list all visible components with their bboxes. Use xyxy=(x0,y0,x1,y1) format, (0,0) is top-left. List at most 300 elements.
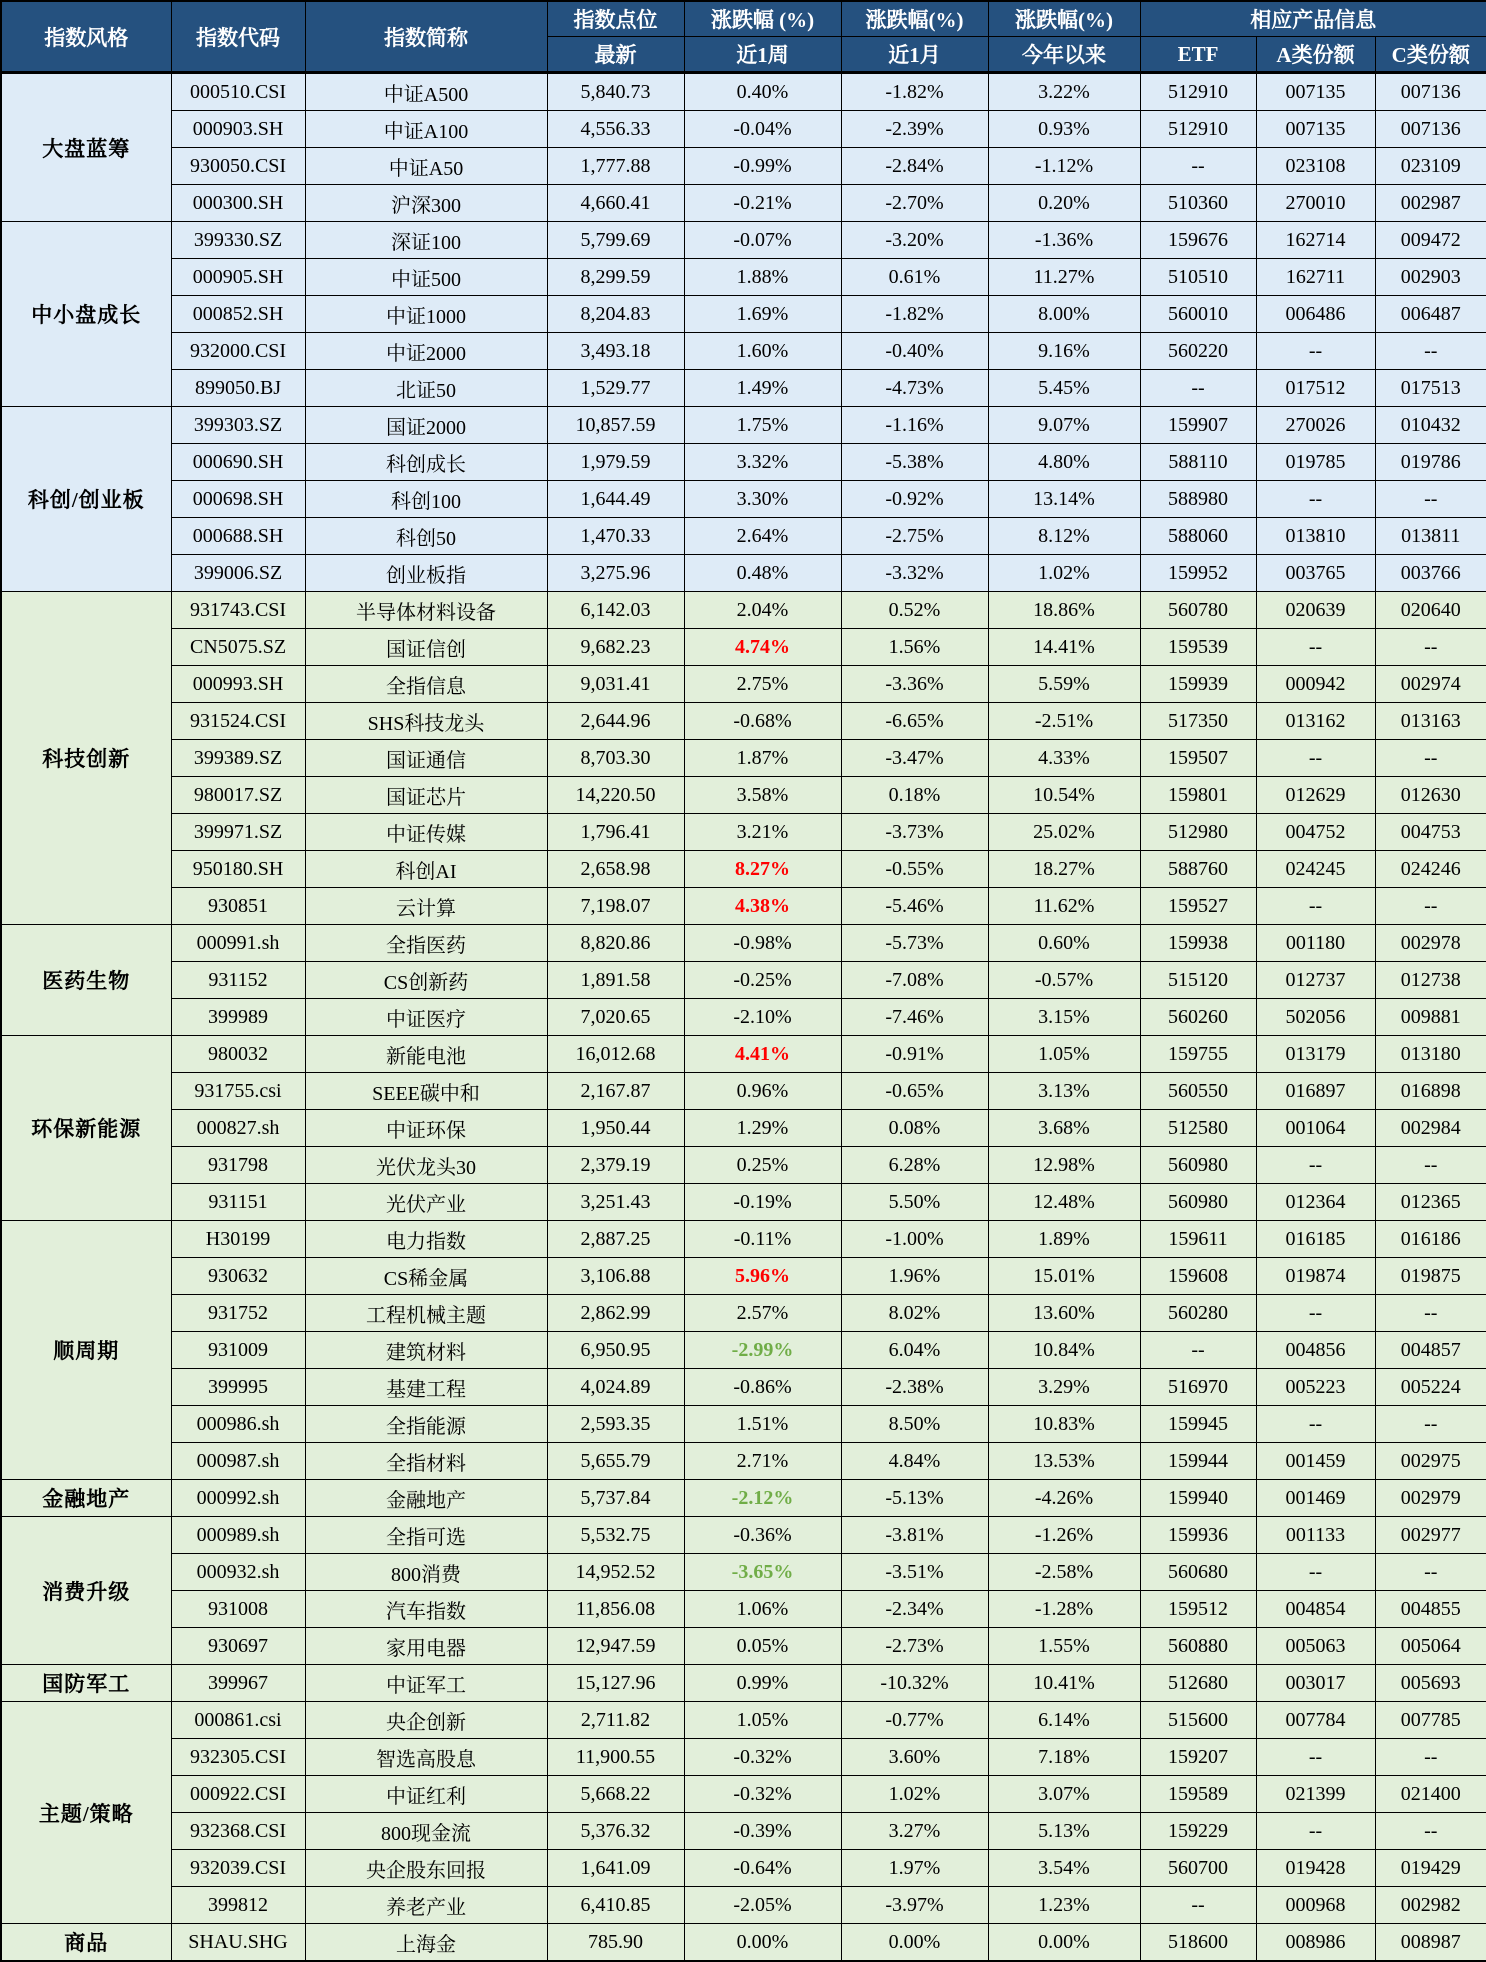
change-ytd-cell: 11.27% xyxy=(988,259,1140,296)
change-week-cell: -0.19% xyxy=(684,1184,841,1221)
change-month-cell: -2.34% xyxy=(841,1591,988,1628)
change-ytd-cell: 12.98% xyxy=(988,1147,1140,1184)
latest-value-cell: 5,655.79 xyxy=(547,1443,684,1480)
etf-code-cell: 560550 xyxy=(1140,1073,1256,1110)
change-month-cell: 8.50% xyxy=(841,1406,988,1443)
table-row xyxy=(1,1628,1486,1665)
table-row xyxy=(1,111,1486,148)
change-month-cell: -3.51% xyxy=(841,1554,988,1591)
index-code-cell: H30199 xyxy=(171,1221,305,1258)
class-a-code-cell: -- xyxy=(1256,888,1375,925)
change-week-cell: 1.29% xyxy=(684,1110,841,1147)
index-code-cell: 930851 xyxy=(171,888,305,925)
latest-value-cell: 3,251.43 xyxy=(547,1184,684,1221)
class-c-code-cell: 008987 xyxy=(1375,1924,1486,1962)
latest-value-cell: 3,493.18 xyxy=(547,333,684,370)
change-ytd-cell: 1.55% xyxy=(988,1628,1140,1665)
class-a-code-cell: 012364 xyxy=(1256,1184,1375,1221)
class-a-code-cell: 003017 xyxy=(1256,1665,1375,1702)
index-name-cell: 基建工程 xyxy=(305,1369,547,1406)
index-name-cell: SHS科技龙头 xyxy=(305,703,547,740)
index-name-cell: 工程机械主题 xyxy=(305,1295,547,1332)
class-c-code-cell: 004857 xyxy=(1375,1332,1486,1369)
table-row xyxy=(1,222,1486,259)
change-month-cell: 3.60% xyxy=(841,1739,988,1776)
change-week-cell: -0.32% xyxy=(684,1739,841,1776)
change-month-cell: 0.52% xyxy=(841,592,988,629)
table-row xyxy=(1,592,1486,629)
table-row xyxy=(1,740,1486,777)
change-month-cell: -6.65% xyxy=(841,703,988,740)
index-name-cell: 北证50 xyxy=(305,370,547,407)
index-code-cell: 000300.SH xyxy=(171,185,305,222)
change-week-cell: -0.39% xyxy=(684,1813,841,1850)
latest-value-cell: 14,220.50 xyxy=(547,777,684,814)
index-code-cell: 000987.sh xyxy=(171,1443,305,1480)
table-row xyxy=(1,1776,1486,1813)
class-a-code-cell: 019428 xyxy=(1256,1850,1375,1887)
table-row xyxy=(1,1332,1486,1369)
change-month-cell: -1.00% xyxy=(841,1221,988,1258)
class-c-code-cell: 009881 xyxy=(1375,999,1486,1036)
group-label: 环保新能源 xyxy=(1,1036,171,1221)
latest-value-cell: 11,856.08 xyxy=(547,1591,684,1628)
latest-value-cell: 2,593.35 xyxy=(547,1406,684,1443)
latest-value-cell: 7,020.65 xyxy=(547,999,684,1036)
latest-value-cell: 4,660.41 xyxy=(547,185,684,222)
index-name-cell: 上海金 xyxy=(305,1924,547,1962)
change-month-cell: -2.75% xyxy=(841,518,988,555)
change-week-cell: 4.74% xyxy=(684,629,841,666)
index-name-cell: 国证芯片 xyxy=(305,777,547,814)
etf-code-cell: 159939 xyxy=(1140,666,1256,703)
change-ytd-cell: 10.54% xyxy=(988,777,1140,814)
change-month-cell: 1.02% xyxy=(841,1776,988,1813)
latest-value-cell: 1,891.58 xyxy=(547,962,684,999)
change-month-cell: -2.84% xyxy=(841,148,988,185)
etf-code-cell: 517350 xyxy=(1140,703,1256,740)
index-code-cell: 932368.CSI xyxy=(171,1813,305,1850)
change-month-cell: -5.73% xyxy=(841,925,988,962)
change-ytd-cell: -2.58% xyxy=(988,1554,1140,1591)
change-week-cell: 1.49% xyxy=(684,370,841,407)
class-a-code-cell: 021399 xyxy=(1256,1776,1375,1813)
latest-value-cell: 4,556.33 xyxy=(547,111,684,148)
class-c-code-cell: 002977 xyxy=(1375,1517,1486,1554)
change-week-cell: 0.96% xyxy=(684,1073,841,1110)
class-c-code-cell: 013180 xyxy=(1375,1036,1486,1073)
group-label: 顺周期 xyxy=(1,1221,171,1480)
change-ytd-cell: -1.28% xyxy=(988,1591,1140,1628)
etf-code-cell: 159589 xyxy=(1140,1776,1256,1813)
class-a-code-cell: 001064 xyxy=(1256,1110,1375,1147)
change-month-cell: 1.56% xyxy=(841,629,988,666)
change-week-cell: 3.58% xyxy=(684,777,841,814)
etf-code-cell: 159945 xyxy=(1140,1406,1256,1443)
change-week-cell: 4.38% xyxy=(684,888,841,925)
index-name-cell: 光伏产业 xyxy=(305,1184,547,1221)
change-week-cell: 2.75% xyxy=(684,666,841,703)
latest-value-cell: 2,711.82 xyxy=(547,1702,684,1739)
index-code-cell: 980032 xyxy=(171,1036,305,1073)
latest-value-cell: 5,532.75 xyxy=(547,1517,684,1554)
latest-value-cell: 7,198.07 xyxy=(547,888,684,925)
change-ytd-cell: 13.14% xyxy=(988,481,1140,518)
change-week-cell: -2.10% xyxy=(684,999,841,1036)
latest-value-cell: 2,887.25 xyxy=(547,1221,684,1258)
class-c-code-cell: 019786 xyxy=(1375,444,1486,481)
class-c-code-cell: 002982 xyxy=(1375,1887,1486,1924)
class-c-code-cell: 002974 xyxy=(1375,666,1486,703)
etf-code-cell: 159907 xyxy=(1140,407,1256,444)
latest-value-cell: 2,167.87 xyxy=(547,1073,684,1110)
index-name-cell: 中证2000 xyxy=(305,333,547,370)
change-ytd-cell: 18.27% xyxy=(988,851,1140,888)
change-week-cell: 1.87% xyxy=(684,740,841,777)
header-month-sub: 近1月 xyxy=(841,37,988,73)
change-week-cell: 4.41% xyxy=(684,1036,841,1073)
change-week-cell: -2.99% xyxy=(684,1332,841,1369)
etf-code-cell: 560680 xyxy=(1140,1554,1256,1591)
index-name-cell: 金融地产 xyxy=(305,1480,547,1517)
change-week-cell: 0.99% xyxy=(684,1665,841,1702)
class-a-code-cell: -- xyxy=(1256,629,1375,666)
class-c-code-cell: 002975 xyxy=(1375,1443,1486,1480)
index-name-cell: 创业板指 xyxy=(305,555,547,592)
table-row xyxy=(1,296,1486,333)
latest-value-cell: 12,947.59 xyxy=(547,1628,684,1665)
change-month-cell: 0.18% xyxy=(841,777,988,814)
table-row xyxy=(1,1258,1486,1295)
latest-value-cell: 8,703.30 xyxy=(547,740,684,777)
class-c-code-cell: -- xyxy=(1375,1813,1486,1850)
change-week-cell: 0.48% xyxy=(684,555,841,592)
change-ytd-cell: 8.00% xyxy=(988,296,1140,333)
latest-value-cell: 6,142.03 xyxy=(547,592,684,629)
latest-value-cell: 8,204.83 xyxy=(547,296,684,333)
etf-code-cell: 159940 xyxy=(1140,1480,1256,1517)
table-row xyxy=(1,1813,1486,1850)
change-ytd-cell: -4.26% xyxy=(988,1480,1140,1517)
table-row xyxy=(1,1591,1486,1628)
table-row xyxy=(1,1369,1486,1406)
change-week-cell: 5.96% xyxy=(684,1258,841,1295)
change-ytd-cell: 5.59% xyxy=(988,666,1140,703)
change-month-cell: 4.84% xyxy=(841,1443,988,1480)
latest-value-cell: 15,127.96 xyxy=(547,1665,684,1702)
etf-code-cell: 560220 xyxy=(1140,333,1256,370)
table-row xyxy=(1,518,1486,555)
change-ytd-cell: 12.48% xyxy=(988,1184,1140,1221)
class-a-code-cell: 270026 xyxy=(1256,407,1375,444)
index-name-cell: CS稀金属 xyxy=(305,1258,547,1295)
class-c-code-cell: 023109 xyxy=(1375,148,1486,185)
index-code-cell: 399971.SZ xyxy=(171,814,305,851)
change-month-cell: -1.82% xyxy=(841,296,988,333)
latest-value-cell: 9,031.41 xyxy=(547,666,684,703)
class-c-code-cell: 002903 xyxy=(1375,259,1486,296)
table-row xyxy=(1,1924,1486,1962)
index-name-cell: 全指信息 xyxy=(305,666,547,703)
class-a-code-cell: 019785 xyxy=(1256,444,1375,481)
latest-value-cell: 11,900.55 xyxy=(547,1739,684,1776)
change-ytd-cell: 4.33% xyxy=(988,740,1140,777)
class-a-code-cell: 162714 xyxy=(1256,222,1375,259)
change-month-cell: 0.61% xyxy=(841,259,988,296)
index-code-cell: 000993.SH xyxy=(171,666,305,703)
header-class-c: C类份额 xyxy=(1375,37,1486,73)
group-label: 国防军工 xyxy=(1,1665,171,1702)
change-ytd-cell: 6.14% xyxy=(988,1702,1140,1739)
etf-code-cell: 512580 xyxy=(1140,1110,1256,1147)
etf-code-cell: 588060 xyxy=(1140,518,1256,555)
latest-value-cell: 5,376.32 xyxy=(547,1813,684,1850)
class-a-code-cell: 004854 xyxy=(1256,1591,1375,1628)
latest-value-cell: 1,979.59 xyxy=(547,444,684,481)
table-body xyxy=(1,73,1486,1962)
table-row xyxy=(1,999,1486,1036)
header-index-points: 指数点位 xyxy=(547,1,684,37)
change-month-cell: -1.16% xyxy=(841,407,988,444)
etf-code-cell: 159755 xyxy=(1140,1036,1256,1073)
group-label: 大盘蓝筹 xyxy=(1,73,171,222)
table-row xyxy=(1,1887,1486,1924)
latest-value-cell: 2,379.19 xyxy=(547,1147,684,1184)
etf-code-cell: 159527 xyxy=(1140,888,1256,925)
index-code-cell: 399330.SZ xyxy=(171,222,305,259)
change-ytd-cell: 9.07% xyxy=(988,407,1140,444)
class-c-code-cell: -- xyxy=(1375,1554,1486,1591)
etf-code-cell: 588760 xyxy=(1140,851,1256,888)
group-label: 主题/策略 xyxy=(1,1702,171,1924)
table-row xyxy=(1,629,1486,666)
table-row xyxy=(1,148,1486,185)
latest-value-cell: 1,529.77 xyxy=(547,370,684,407)
index-code-cell: 931798 xyxy=(171,1147,305,1184)
etf-code-cell: 159936 xyxy=(1140,1517,1256,1554)
change-week-cell: -2.05% xyxy=(684,1887,841,1924)
header-index-style: 指数风格 xyxy=(1,1,171,73)
class-c-code-cell: 012630 xyxy=(1375,777,1486,814)
etf-code-cell: 159539 xyxy=(1140,629,1256,666)
header-change-week: 涨跌幅 (%) xyxy=(684,1,841,37)
latest-value-cell: 16,012.68 xyxy=(547,1036,684,1073)
change-month-cell: -2.38% xyxy=(841,1369,988,1406)
table-row xyxy=(1,73,1486,111)
class-c-code-cell: -- xyxy=(1375,1147,1486,1184)
change-ytd-cell: 25.02% xyxy=(988,814,1140,851)
table-row xyxy=(1,1850,1486,1887)
class-c-code-cell: 004753 xyxy=(1375,814,1486,851)
index-code-cell: SHAU.SHG xyxy=(171,1924,305,1962)
index-code-cell: 980017.SZ xyxy=(171,777,305,814)
change-ytd-cell: -2.51% xyxy=(988,703,1140,740)
etf-code-cell: -- xyxy=(1140,1332,1256,1369)
table-row xyxy=(1,1073,1486,1110)
change-ytd-cell: -0.57% xyxy=(988,962,1140,999)
class-a-code-cell: 270010 xyxy=(1256,185,1375,222)
index-name-cell: 家用电器 xyxy=(305,1628,547,1665)
class-c-code-cell: 012738 xyxy=(1375,962,1486,999)
class-a-code-cell: -- xyxy=(1256,1739,1375,1776)
index-name-cell: 800消费 xyxy=(305,1554,547,1591)
class-c-code-cell: -- xyxy=(1375,481,1486,518)
index-code-cell: 932000.CSI xyxy=(171,333,305,370)
class-a-code-cell: 008986 xyxy=(1256,1924,1375,1962)
class-a-code-cell: 005063 xyxy=(1256,1628,1375,1665)
latest-value-cell: 8,299.59 xyxy=(547,259,684,296)
class-a-code-cell: -- xyxy=(1256,481,1375,518)
etf-code-cell: 159938 xyxy=(1140,925,1256,962)
etf-code-cell: -- xyxy=(1140,370,1256,407)
change-ytd-cell: 7.18% xyxy=(988,1739,1140,1776)
table-row xyxy=(1,1110,1486,1147)
change-week-cell: -3.65% xyxy=(684,1554,841,1591)
group-label: 中小盘成长 xyxy=(1,222,171,407)
change-ytd-cell: 1.89% xyxy=(988,1221,1140,1258)
change-ytd-cell: 8.12% xyxy=(988,518,1140,555)
latest-value-cell: 1,950.44 xyxy=(547,1110,684,1147)
index-code-cell: 000991.sh xyxy=(171,925,305,962)
class-c-code-cell: -- xyxy=(1375,629,1486,666)
class-a-code-cell: 001133 xyxy=(1256,1517,1375,1554)
header-index-code: 指数代码 xyxy=(171,1,305,73)
change-week-cell: 1.06% xyxy=(684,1591,841,1628)
change-week-cell: 1.75% xyxy=(684,407,841,444)
change-month-cell: -3.32% xyxy=(841,555,988,592)
class-a-code-cell: 005223 xyxy=(1256,1369,1375,1406)
class-c-code-cell: 007136 xyxy=(1375,111,1486,148)
etf-code-cell: 159207 xyxy=(1140,1739,1256,1776)
class-a-code-cell: 023108 xyxy=(1256,148,1375,185)
index-code-cell: 931152 xyxy=(171,962,305,999)
etf-code-cell: 512680 xyxy=(1140,1665,1256,1702)
index-name-cell: 中证A100 xyxy=(305,111,547,148)
class-c-code-cell: 005693 xyxy=(1375,1665,1486,1702)
index-name-cell: 央企创新 xyxy=(305,1702,547,1739)
change-week-cell: 0.25% xyxy=(684,1147,841,1184)
index-name-cell: 中证军工 xyxy=(305,1665,547,1702)
change-week-cell: 3.21% xyxy=(684,814,841,851)
change-week-cell: 3.30% xyxy=(684,481,841,518)
index-name-cell: 汽车指数 xyxy=(305,1591,547,1628)
change-week-cell: 2.64% xyxy=(684,518,841,555)
etf-code-cell: 560700 xyxy=(1140,1850,1256,1887)
latest-value-cell: 8,820.86 xyxy=(547,925,684,962)
index-code-cell: 932305.CSI xyxy=(171,1739,305,1776)
etf-code-cell: 159952 xyxy=(1140,555,1256,592)
change-ytd-cell: 9.16% xyxy=(988,333,1140,370)
header-index-name: 指数简称 xyxy=(305,1,547,73)
change-ytd-cell: 5.45% xyxy=(988,370,1140,407)
class-c-code-cell: 002984 xyxy=(1375,1110,1486,1147)
table-row xyxy=(1,1517,1486,1554)
change-month-cell: -3.73% xyxy=(841,814,988,851)
index-code-cell: 399989 xyxy=(171,999,305,1036)
etf-code-cell: 159608 xyxy=(1140,1258,1256,1295)
change-week-cell: -0.04% xyxy=(684,111,841,148)
change-week-cell: -0.86% xyxy=(684,1369,841,1406)
index-name-cell: 国证通信 xyxy=(305,740,547,777)
index-name-cell: CS创新药 xyxy=(305,962,547,999)
change-ytd-cell: 3.13% xyxy=(988,1073,1140,1110)
index-code-cell: 000827.sh xyxy=(171,1110,305,1147)
etf-code-cell: 159801 xyxy=(1140,777,1256,814)
class-a-code-cell: 007784 xyxy=(1256,1702,1375,1739)
class-c-code-cell: 024246 xyxy=(1375,851,1486,888)
change-month-cell: -4.73% xyxy=(841,370,988,407)
change-week-cell: 0.40% xyxy=(684,73,841,111)
table-row xyxy=(1,1480,1486,1517)
change-week-cell: 8.27% xyxy=(684,851,841,888)
class-a-code-cell: 502056 xyxy=(1256,999,1375,1036)
change-month-cell: -5.38% xyxy=(841,444,988,481)
table-row xyxy=(1,1147,1486,1184)
index-name-cell: 中证医疗 xyxy=(305,999,547,1036)
change-ytd-cell: -1.26% xyxy=(988,1517,1140,1554)
class-c-code-cell: 007785 xyxy=(1375,1702,1486,1739)
class-c-code-cell: 016898 xyxy=(1375,1073,1486,1110)
index-name-cell: 全指材料 xyxy=(305,1443,547,1480)
index-name-cell: 国证2000 xyxy=(305,407,547,444)
index-name-cell: 全指可选 xyxy=(305,1517,547,1554)
class-a-code-cell: 001459 xyxy=(1256,1443,1375,1480)
latest-value-cell: 785.90 xyxy=(547,1924,684,1962)
class-c-code-cell: -- xyxy=(1375,888,1486,925)
table-row xyxy=(1,777,1486,814)
latest-value-cell: 2,862.99 xyxy=(547,1295,684,1332)
index-code-cell: 000688.SH xyxy=(171,518,305,555)
index-code-cell: 399303.SZ xyxy=(171,407,305,444)
class-c-code-cell: -- xyxy=(1375,1295,1486,1332)
change-month-cell: -0.92% xyxy=(841,481,988,518)
index-name-cell: 中证传媒 xyxy=(305,814,547,851)
change-ytd-cell: 3.68% xyxy=(988,1110,1140,1147)
class-a-code-cell: 017512 xyxy=(1256,370,1375,407)
change-week-cell: 2.04% xyxy=(684,592,841,629)
change-week-cell: -0.07% xyxy=(684,222,841,259)
etf-code-cell: 512980 xyxy=(1140,814,1256,851)
table-row xyxy=(1,444,1486,481)
table-row xyxy=(1,555,1486,592)
change-month-cell: -3.81% xyxy=(841,1517,988,1554)
header-row-main xyxy=(1,1,1486,37)
table-row xyxy=(1,888,1486,925)
index-code-cell: 000922.CSI xyxy=(171,1776,305,1813)
index-name-cell: 中证A50 xyxy=(305,148,547,185)
latest-value-cell: 5,840.73 xyxy=(547,73,684,111)
index-code-cell: CN5075.SZ xyxy=(171,629,305,666)
class-c-code-cell: 002978 xyxy=(1375,925,1486,962)
index-code-cell: 931008 xyxy=(171,1591,305,1628)
etf-code-cell: 560980 xyxy=(1140,1147,1256,1184)
change-ytd-cell: 14.41% xyxy=(988,629,1140,666)
index-code-cell: 000861.csi xyxy=(171,1702,305,1739)
change-month-cell: -7.08% xyxy=(841,962,988,999)
class-a-code-cell: 003765 xyxy=(1256,555,1375,592)
etf-code-cell: 512910 xyxy=(1140,73,1256,111)
class-a-code-cell: 004856 xyxy=(1256,1332,1375,1369)
table-row xyxy=(1,666,1486,703)
index-code-cell: 950180.SH xyxy=(171,851,305,888)
class-c-code-cell: 005224 xyxy=(1375,1369,1486,1406)
change-month-cell: -0.91% xyxy=(841,1036,988,1073)
class-c-code-cell: 003766 xyxy=(1375,555,1486,592)
change-month-cell: 1.96% xyxy=(841,1258,988,1295)
class-c-code-cell: 006487 xyxy=(1375,296,1486,333)
index-code-cell: 931752 xyxy=(171,1295,305,1332)
index-code-cell: 399006.SZ xyxy=(171,555,305,592)
